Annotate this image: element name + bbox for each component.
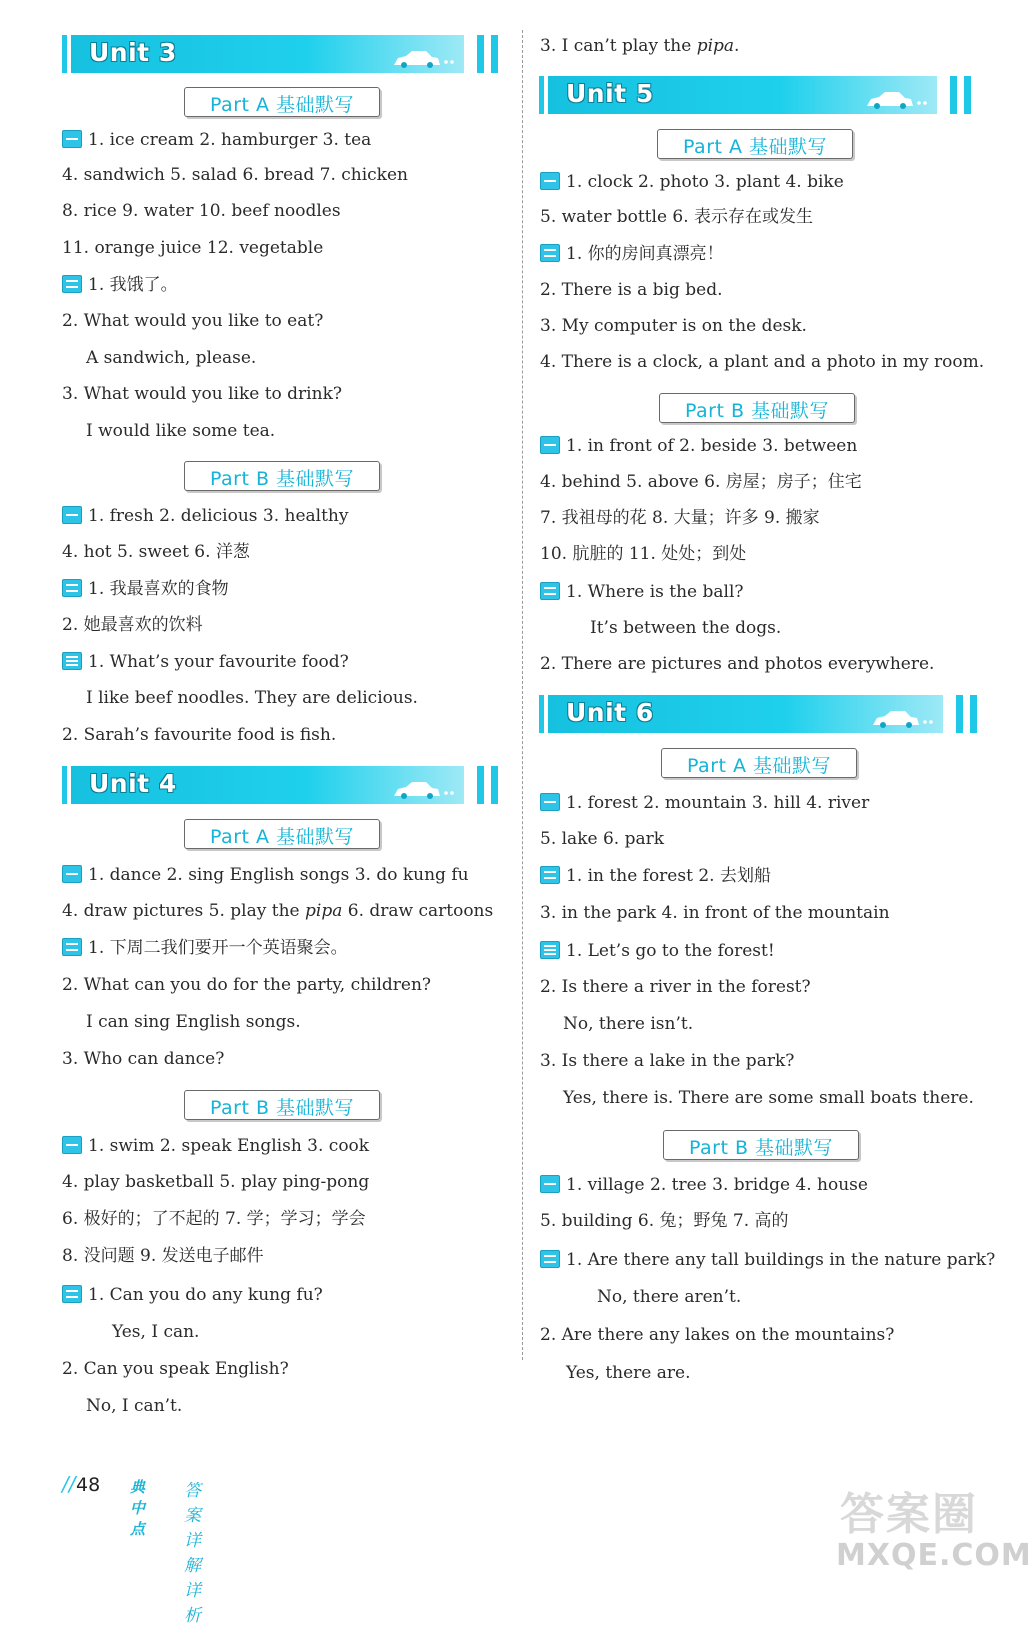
question-number-icon [540,244,560,262]
question-number-icon [62,579,82,597]
answer-line: 2. There is a big bed. [540,280,723,300]
car-icon [392,780,456,800]
part-a-label: Part A 基础默写 [209,826,355,848]
question-number-icon [540,793,560,811]
answer-line: Yes, there is. There are some small boats there. [563,1088,974,1108]
question-number-icon [62,275,82,293]
footer-slash-icon: // [62,1472,76,1496]
answer-line: I like beef noodles. They are delicious. [86,688,418,708]
part-b-heading [663,1130,859,1160]
part-a-heading [657,129,853,159]
answer-line: Yes, there are. [566,1363,691,1383]
question-number-icon [62,130,82,148]
answer-line: I can sing English songs. [86,1012,301,1032]
part-b-label: Part B 基础默写 [209,468,355,490]
unit-6-banner [539,695,981,733]
answer-line: 2. What would you like to eat? [62,311,324,331]
answer-line: 3. What would you like to drink? [62,384,342,404]
question-number-icon [540,866,560,884]
question-number-icon [62,1136,82,1154]
answer-line: Yes, I can. [112,1322,200,1342]
answer-line: 1. fresh 2. delicious 3. healthy [62,505,348,527]
answer-line: 6. 极好的；了不起的 7. 学；学习；学会 [62,1209,366,1229]
answer-line: 4. hot 5. sweet 6. 洋葱 [62,542,250,562]
answer-line: 1. Let’s go to the forest! [540,940,775,962]
answer-line: 8. 没问题 9. 发送电子邮件 [62,1246,264,1266]
answer-line: 1. What’s your favourite food? [62,651,349,673]
question-number-icon [62,506,82,524]
answer-line: 2. Can you speak English? [62,1359,289,1379]
part-a-label: Part A 基础默写 [209,94,355,116]
footer-brand-logo: 典中点 [130,1478,146,1538]
part-b-label: Part B 基础默写 [684,400,830,422]
answer-line: No, there isn’t. [563,1014,694,1034]
answer-line: 4. sandwich 5. salad 6. bread 7. chicken [62,165,408,185]
car-icon [392,49,456,69]
answer-line: 1. Where is the ball? [540,581,744,603]
answer-line: 1. dance 2. sing English songs 3. do kung fu [62,864,469,886]
answer-line: 1. 我最喜欢的食物 [62,578,229,600]
unit-3-banner [62,35,502,73]
question-number-icon [62,938,82,956]
answer-line: 2. What can you do for the party, children? [62,975,432,995]
question-number-icon [540,1250,560,1268]
unit-4-banner [62,766,502,804]
answer-line: 5. building 6. 兔；野兔 7. 高的 [540,1211,789,1231]
question-number-icon [62,1285,82,1303]
answer-line: 1. ice cream 2. hamburger 3. tea [62,129,371,151]
part-a-heading [661,748,857,778]
footer-book-title: 答案详解详析 [184,1481,202,1626]
part-b-heading [184,1090,380,1120]
car-icon [865,90,929,110]
unit-title: Unit 6 [566,698,654,727]
answer-line: I would like some tea. [86,421,276,441]
answer-line: It’s between the dogs. [590,618,782,638]
answer-line: 3. Who can dance? [62,1049,225,1069]
part-a-label: Part A 基础默写 [682,136,828,158]
answer-line: No, I can’t. [86,1396,183,1416]
watermark-line1: 答案圈 [840,1489,978,1540]
part-a-heading [184,819,380,849]
answer-line: 10. 肮脏的 11. 处处；到处 [540,544,747,564]
question-number-icon [62,652,82,670]
question-number-icon [540,1175,560,1193]
answer-line: 1. in front of 2. beside 3. between [540,435,857,457]
answer-line: 3. My computer is on the desk. [540,316,807,336]
answer-line: 4. behind 5. above 6. 房屋；房子；住宅 [540,472,862,492]
answer-line: 1. village 2. tree 3. bridge 4. house [540,1174,868,1196]
answer-line: 3. Is there a lake in the park? [540,1051,795,1071]
answer-line: 2. Are there any lakes on the mountains? [540,1325,895,1345]
answer-line: 1. 我饿了。 [62,274,178,296]
part-b-heading [184,461,380,491]
answer-line: 11. orange juice 12. vegetable [62,238,324,258]
answer-line: 1. forest 2. mountain 3. hill 4. river [540,792,869,814]
answer-line: 2. 她最喜欢的饮料 [62,615,203,635]
answer-line: 2. There are pictures and photos everywhere. [540,654,935,674]
part-a-heading [184,87,380,117]
answer-line: 5. lake 6. park [540,829,665,849]
question-number-icon [540,436,560,454]
answer-line: 5. water bottle 6. 表示存在或发生 [540,207,814,227]
answer-line: 1. in the forest 2. 去划船 [540,865,771,887]
question-number-icon [540,582,560,600]
answer-line: 1. swim 2. speak English 3. cook [62,1135,369,1157]
answer-line: 8. rice 9. water 10. beef noodles [62,201,341,221]
answer-line: 2. Is there a river in the forest? [540,977,811,997]
answer-line: 3. I can’t play the pipa. [540,36,740,56]
answer-line: 7. 我祖母的花 8. 大量；许多 9. 搬家 [540,508,820,528]
page-number: 48 [76,1474,101,1496]
answer-line: 4. There is a clock, a plant and a photo in my room. [540,352,985,372]
part-b-label: Part B 基础默写 [209,1097,355,1119]
question-number-icon [540,941,560,959]
answer-line: 4. play basketball 5. play ping-pong [62,1172,370,1192]
question-number-icon [62,865,82,883]
watermark-line2: MXQE.COM [836,1538,1032,1573]
answer-line: 3. in the park 4. in front of the mountain [540,903,890,923]
part-a-label: Part A 基础默写 [686,755,832,777]
part-b-heading [659,393,855,423]
answer-line: 1. 你的房间真漂亮！ [540,243,724,265]
answer-line: 1. 下周二我们要开一个英语聚会。 [62,937,348,959]
answer-line: 1. Can you do any kung fu? [62,1284,323,1306]
answer-line: 4. draw pictures 5. play the pipa 6. draw cartoons [62,901,494,921]
answer-line: 1. clock 2. photo 3. plant 4. bike [540,171,844,193]
answer-line: A sandwich, please. [86,348,257,368]
question-number-icon [540,172,560,190]
unit-title: Unit 3 [89,38,177,67]
unit-5-banner [539,76,975,114]
answer-line: 2. Sarah’s favourite food is fish. [62,725,337,745]
part-b-label: Part B 基础默写 [688,1137,834,1159]
unit-title: Unit 5 [566,79,654,108]
car-icon [871,709,935,729]
unit-title: Unit 4 [89,769,177,798]
watermark-logo [836,1478,1032,1588]
answer-line: 1. Are there any tall buildings in the nature park? [540,1249,995,1271]
column-divider [522,30,523,1360]
answer-line: No, there aren’t. [597,1287,742,1307]
